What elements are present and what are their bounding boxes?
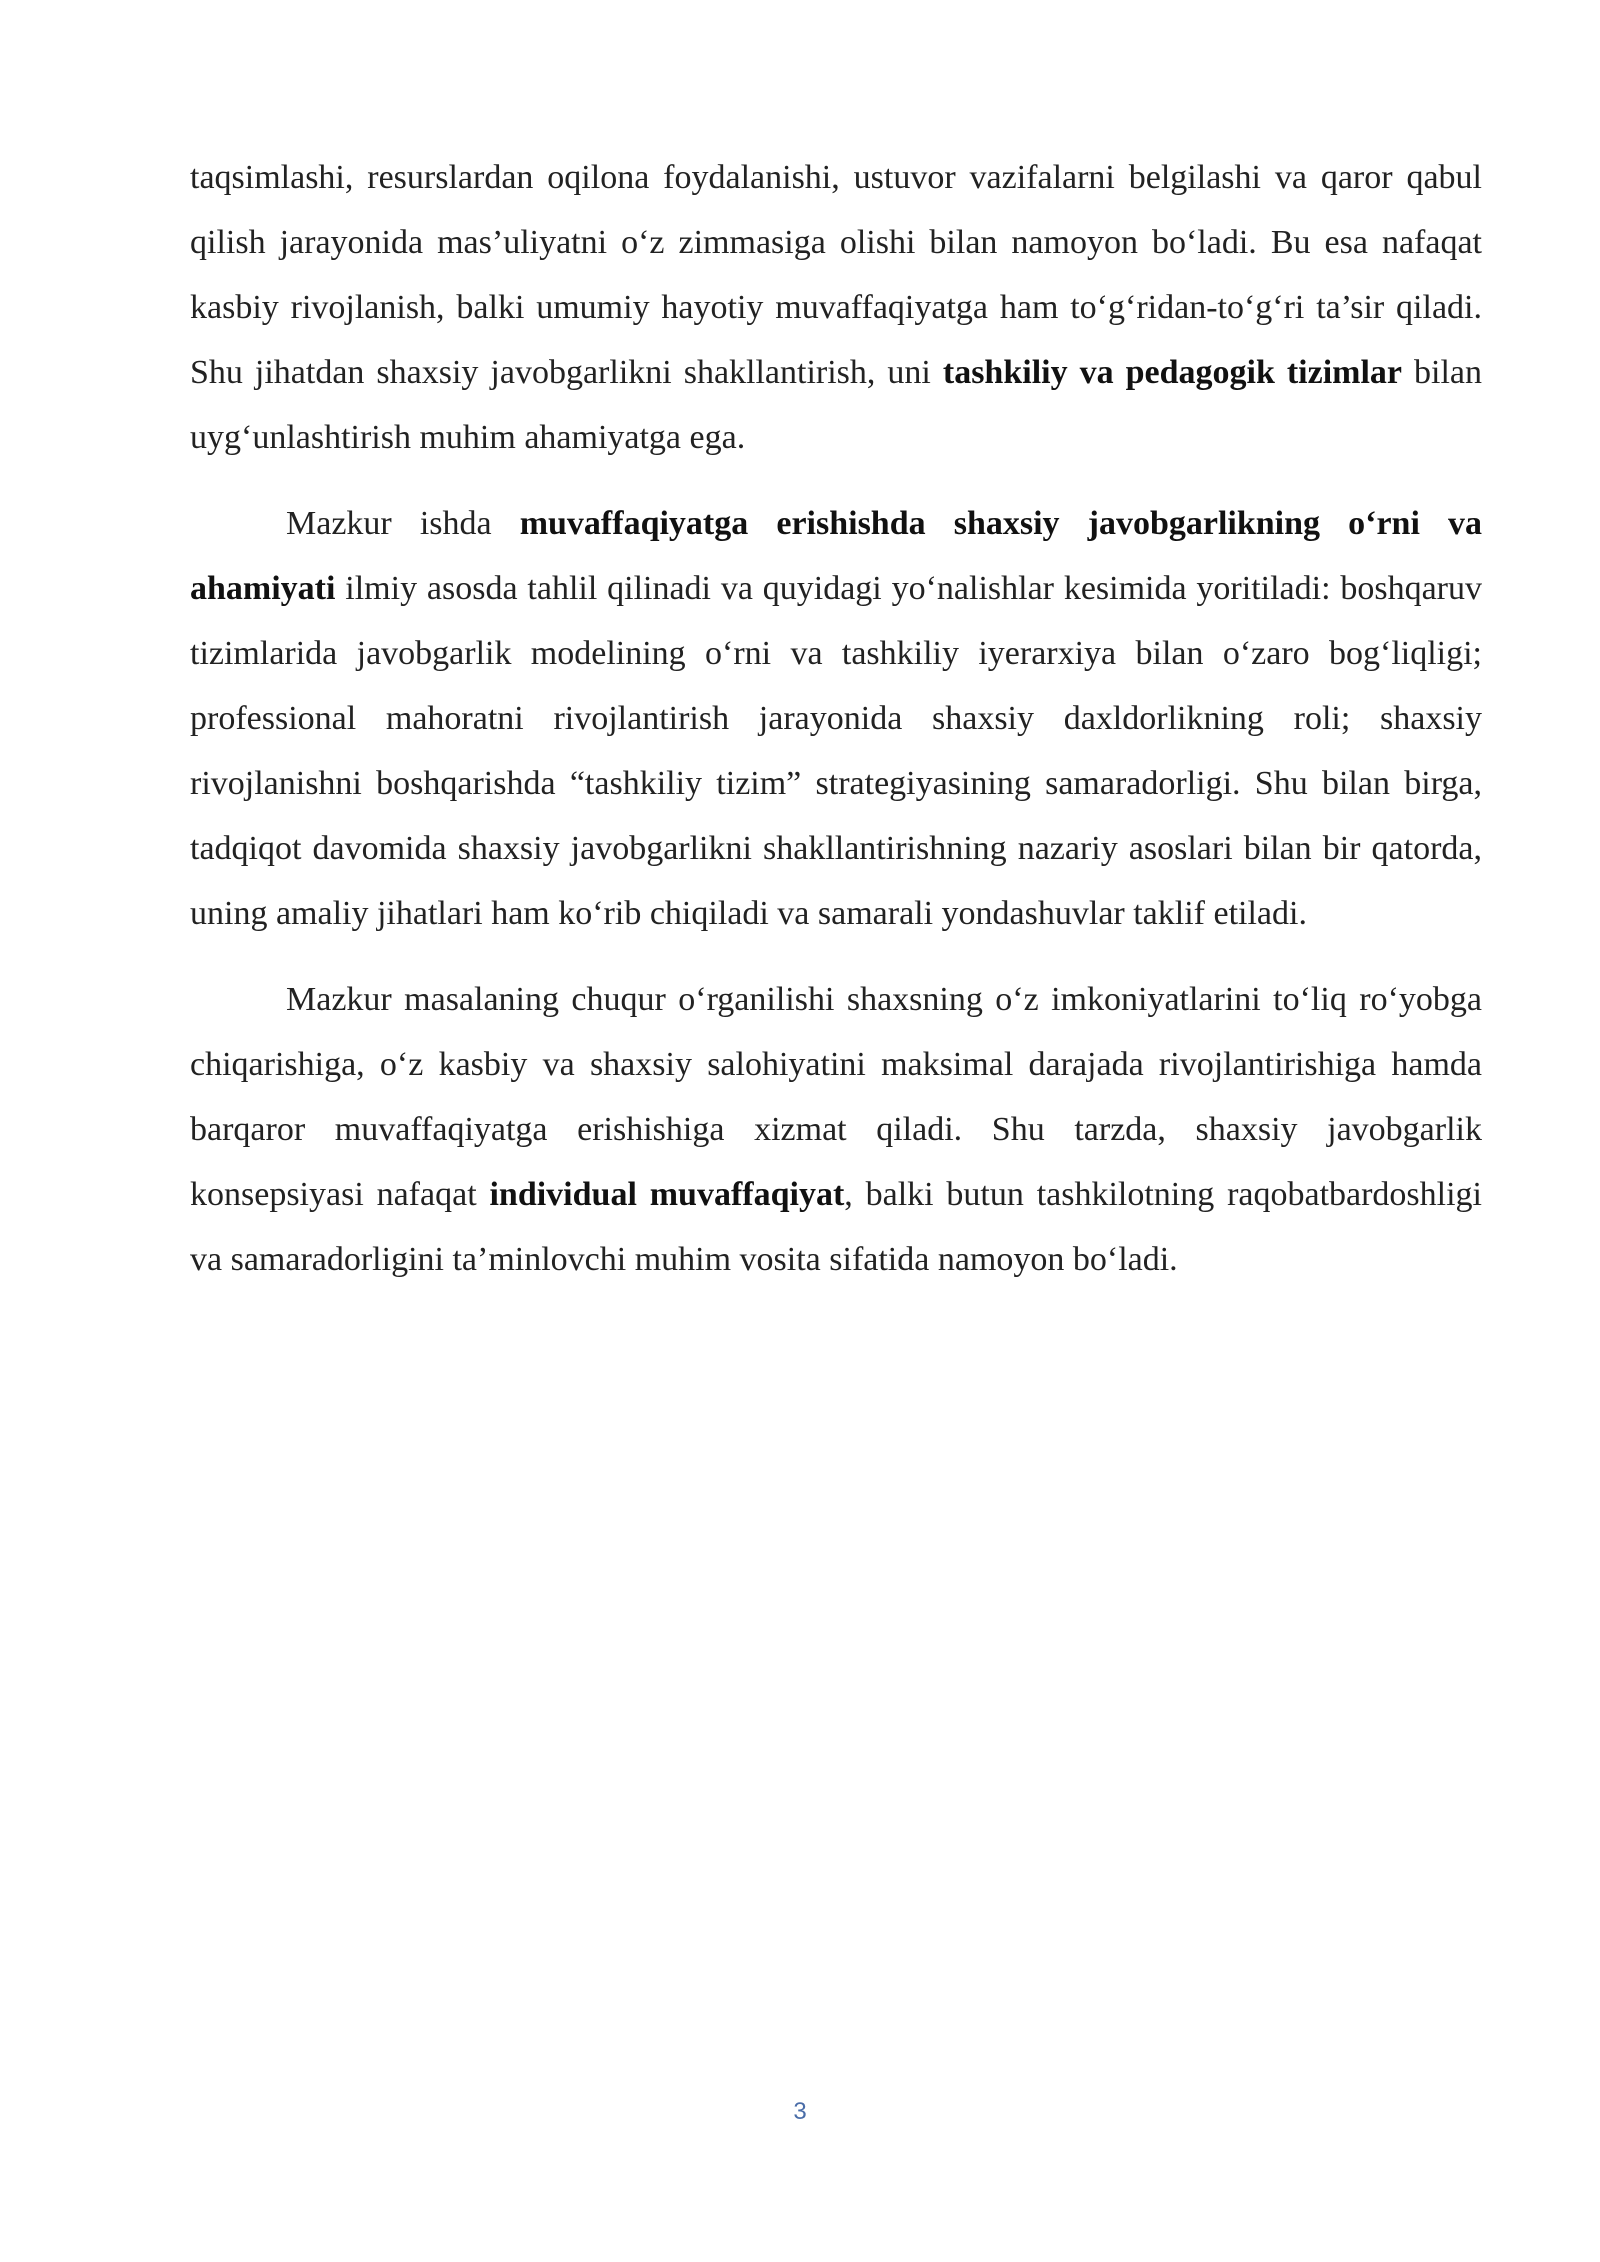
paragraph-3 <box>190 967 1482 1292</box>
paragraph-1 <box>190 145 1482 470</box>
paragraph-2-text: ilmiy asosda tahlil qilinadi va quyidagi yo‘nalishlar kesimida yoritiladi: boshqaruv tizimlarida javobgarlik modelining o‘rni va tashkiliy iyerarxiya bilan o‘zaro bog‘liqligi; professional mahoratni rivojlantirish jarayonida shaxsiy daxldorlikning roli; shaxsiy rivojlanishni boshqarishda “tashkiliy tizim” strategiyasining samaradorligi. Shu bilan birga, tadqiqot davomida shaxsiy javobgarlikni shakllantirishning nazariy asoslari bilan bir qatorda, uning amaliy jihatlari ham ko‘rib chiqiladi va samarali yondashuvlar taklif etiladi. <box>190 570 1482 932</box>
paragraph-1-text: bilan uyg‘unlashtirish muhim ahamiyatga ega. <box>190 354 1482 456</box>
paragraph-2-text: Mazkur ishda <box>286 505 520 542</box>
bold-phrase: tashkiliy va pedagogik tizimlar <box>942 354 1403 391</box>
paragraph-3-text: , balki butun tashkilotning raqobatbardoshligi va samaradorligini ta’minlovchi muhim vosita sifatida namoyon bo‘ladi. <box>190 1176 1483 1278</box>
paragraph-1-text: taqsimlashi, resurslardan oqilona foydalanishi, ustuvor vazifalarni belgilashi va qaror qabul qilish jarayonida mas’uliyatni o‘z zimmasiga olishi bilan namoyon bo‘ladi. Bu esa nafaqat kasbiy rivojlanish, balki umumiy hayotiy muvaffaqiyatga ham to‘g‘ridan-to‘g‘ri ta’sir qiladi. Shu jihatdan shaxsiy javobgarlikni shakllantirish, uni <box>190 159 1482 391</box>
body-text <box>190 145 1482 1292</box>
page-number: 3 <box>793 2098 807 2125</box>
bold-phrase: individual muvaffaqiyat <box>489 1176 845 1213</box>
paragraph-3-text: Mazkur masalaning chuqur o‘rganilishi shaxsning o‘z imkoniyatlarini to‘liq ro‘yobga chiqarishiga, o‘z kasbiy va shaxsiy salohiyatini maksimal darajada rivojlantirishiga hamda barqaror muvaffaqiyatga erishishiga xizmat qiladi. Shu tarzda, shaxsiy javobgarlik konsepsiyasi nafaqat <box>190 981 1482 1213</box>
paragraph-2 <box>190 491 1482 946</box>
bold-phrase: muvaffaqiyatga erishishda shaxsiy javobgarlikning o‘rni va ahamiyati <box>190 505 1482 607</box>
